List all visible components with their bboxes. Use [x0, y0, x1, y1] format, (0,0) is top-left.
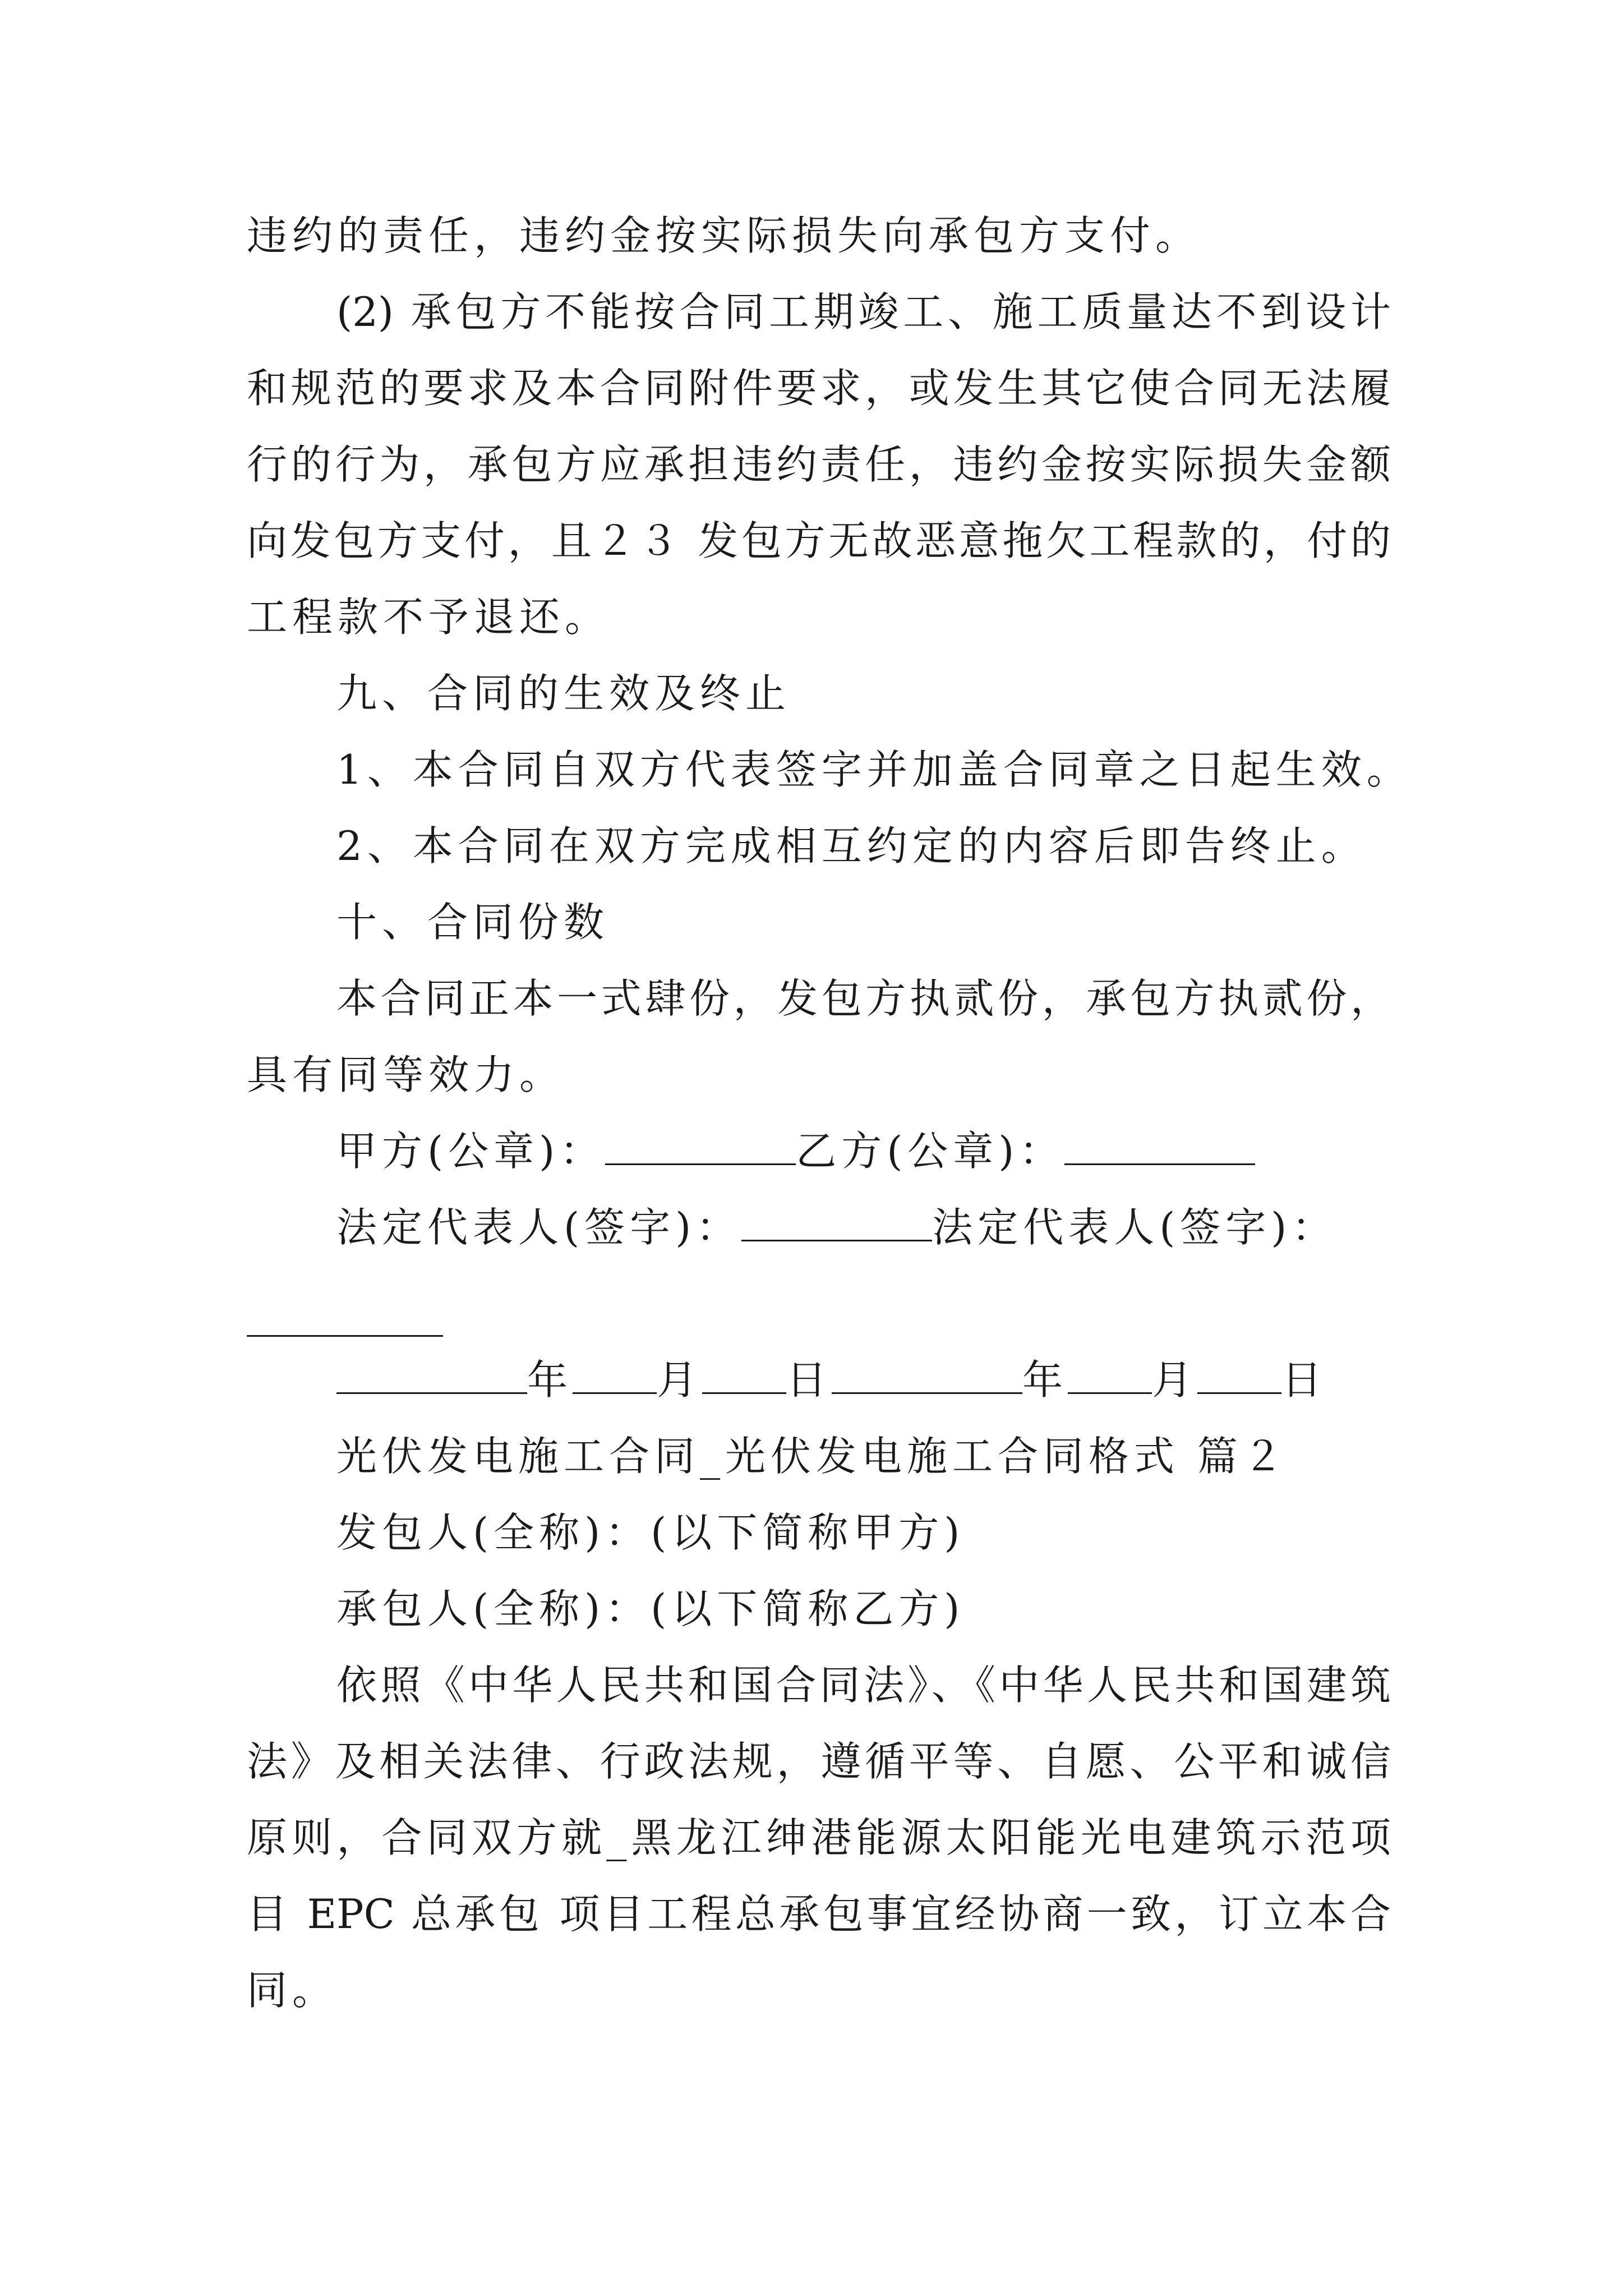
rep-b-label: 法定代表人(签字)： — [932, 1204, 1338, 1251]
party-b-label: 乙方(公章)： — [796, 1128, 1065, 1175]
text-line: 1、本合同自双方代表签字并加盖合同章之日起生效。 — [336, 746, 1412, 793]
month-b-blank[interactable] — [1068, 1355, 1152, 1394]
section-heading: 九、合同的生效及终止 — [336, 670, 791, 717]
party-b-blank[interactable] — [1064, 1126, 1255, 1165]
day-label: 日 — [786, 1356, 832, 1404]
text-line: 和规范的要求及本合同附件要求，或发生其它使合同无法履 — [247, 365, 1391, 412]
signature-rep-line — [336, 1200, 1481, 1254]
text-line: 法》及相关法律、行政法规，遵循平等、自愿、公平和诚信 — [247, 1738, 1391, 1785]
text-line: 工程款不予退还。 — [247, 593, 611, 641]
section-title: 光伏发电施工合同_光伏发电施工合同格式 篇２ — [336, 1433, 1288, 1480]
month-a-blank[interactable] — [573, 1355, 657, 1394]
text-line: 原则，合同双方就_黑龙江绅港能源太阳能光电建筑示范项 — [247, 1814, 1391, 1861]
rep-a-label: 法定代表人(签字)： — [336, 1204, 742, 1251]
date-line — [336, 1353, 1481, 1407]
text-line: 向发包方支付，且２３ 发包方无故恶意拖欠工程款的，付的 — [247, 517, 1391, 564]
party-a-label: 甲方(公章)： — [336, 1128, 606, 1175]
text-line: 行的行为，承包方应承担违约责任，违约金按实际损失金额 — [247, 441, 1391, 488]
rep-b-blank[interactable] — [247, 1335, 443, 1337]
rep-a-blank[interactable] — [741, 1203, 932, 1241]
year-b-blank[interactable] — [832, 1355, 1022, 1394]
day-label: 日 — [1281, 1356, 1327, 1404]
year-a-blank[interactable] — [336, 1355, 527, 1394]
text-line: 目 EPC 总承包 项目工程总承包事宜经协商一致，订立本合 — [247, 1890, 1391, 1938]
text-line: 依照《中华人民共和国合同法》、《中华人民共和国建筑 — [336, 1662, 1391, 1709]
text-line: 违约的责任，违约金按实际损失向承包方支付。 — [247, 212, 1201, 259]
text-line: 2、本合同在双方完成相互约定的内容后即告终止。 — [336, 822, 1367, 869]
signature-seal-line — [336, 1124, 1481, 1178]
text-line: 同。 — [247, 1967, 338, 2014]
month-label: 月 — [1152, 1356, 1198, 1404]
text-line: (2) 承包方不能按合同工期竣工、施工质量达不到设计 — [336, 288, 1391, 335]
month-label: 月 — [657, 1356, 703, 1404]
day-b-blank[interactable] — [1197, 1355, 1281, 1394]
year-label: 年 — [1022, 1356, 1068, 1404]
contractor-line: 承包人(全称)：(以下简称乙方) — [336, 1585, 965, 1632]
day-a-blank[interactable] — [702, 1355, 786, 1394]
employer-line: 发包人(全称)：(以下简称甲方) — [336, 1509, 965, 1556]
text-line: 本合同正本一式肆份，发包方执贰份，承包方执贰份， — [336, 975, 1391, 1022]
party-a-blank[interactable] — [605, 1126, 796, 1165]
year-label: 年 — [527, 1356, 573, 1404]
text-line: 具有同等效力。 — [247, 1051, 565, 1098]
section-heading: 十、合同份数 — [336, 899, 610, 946]
